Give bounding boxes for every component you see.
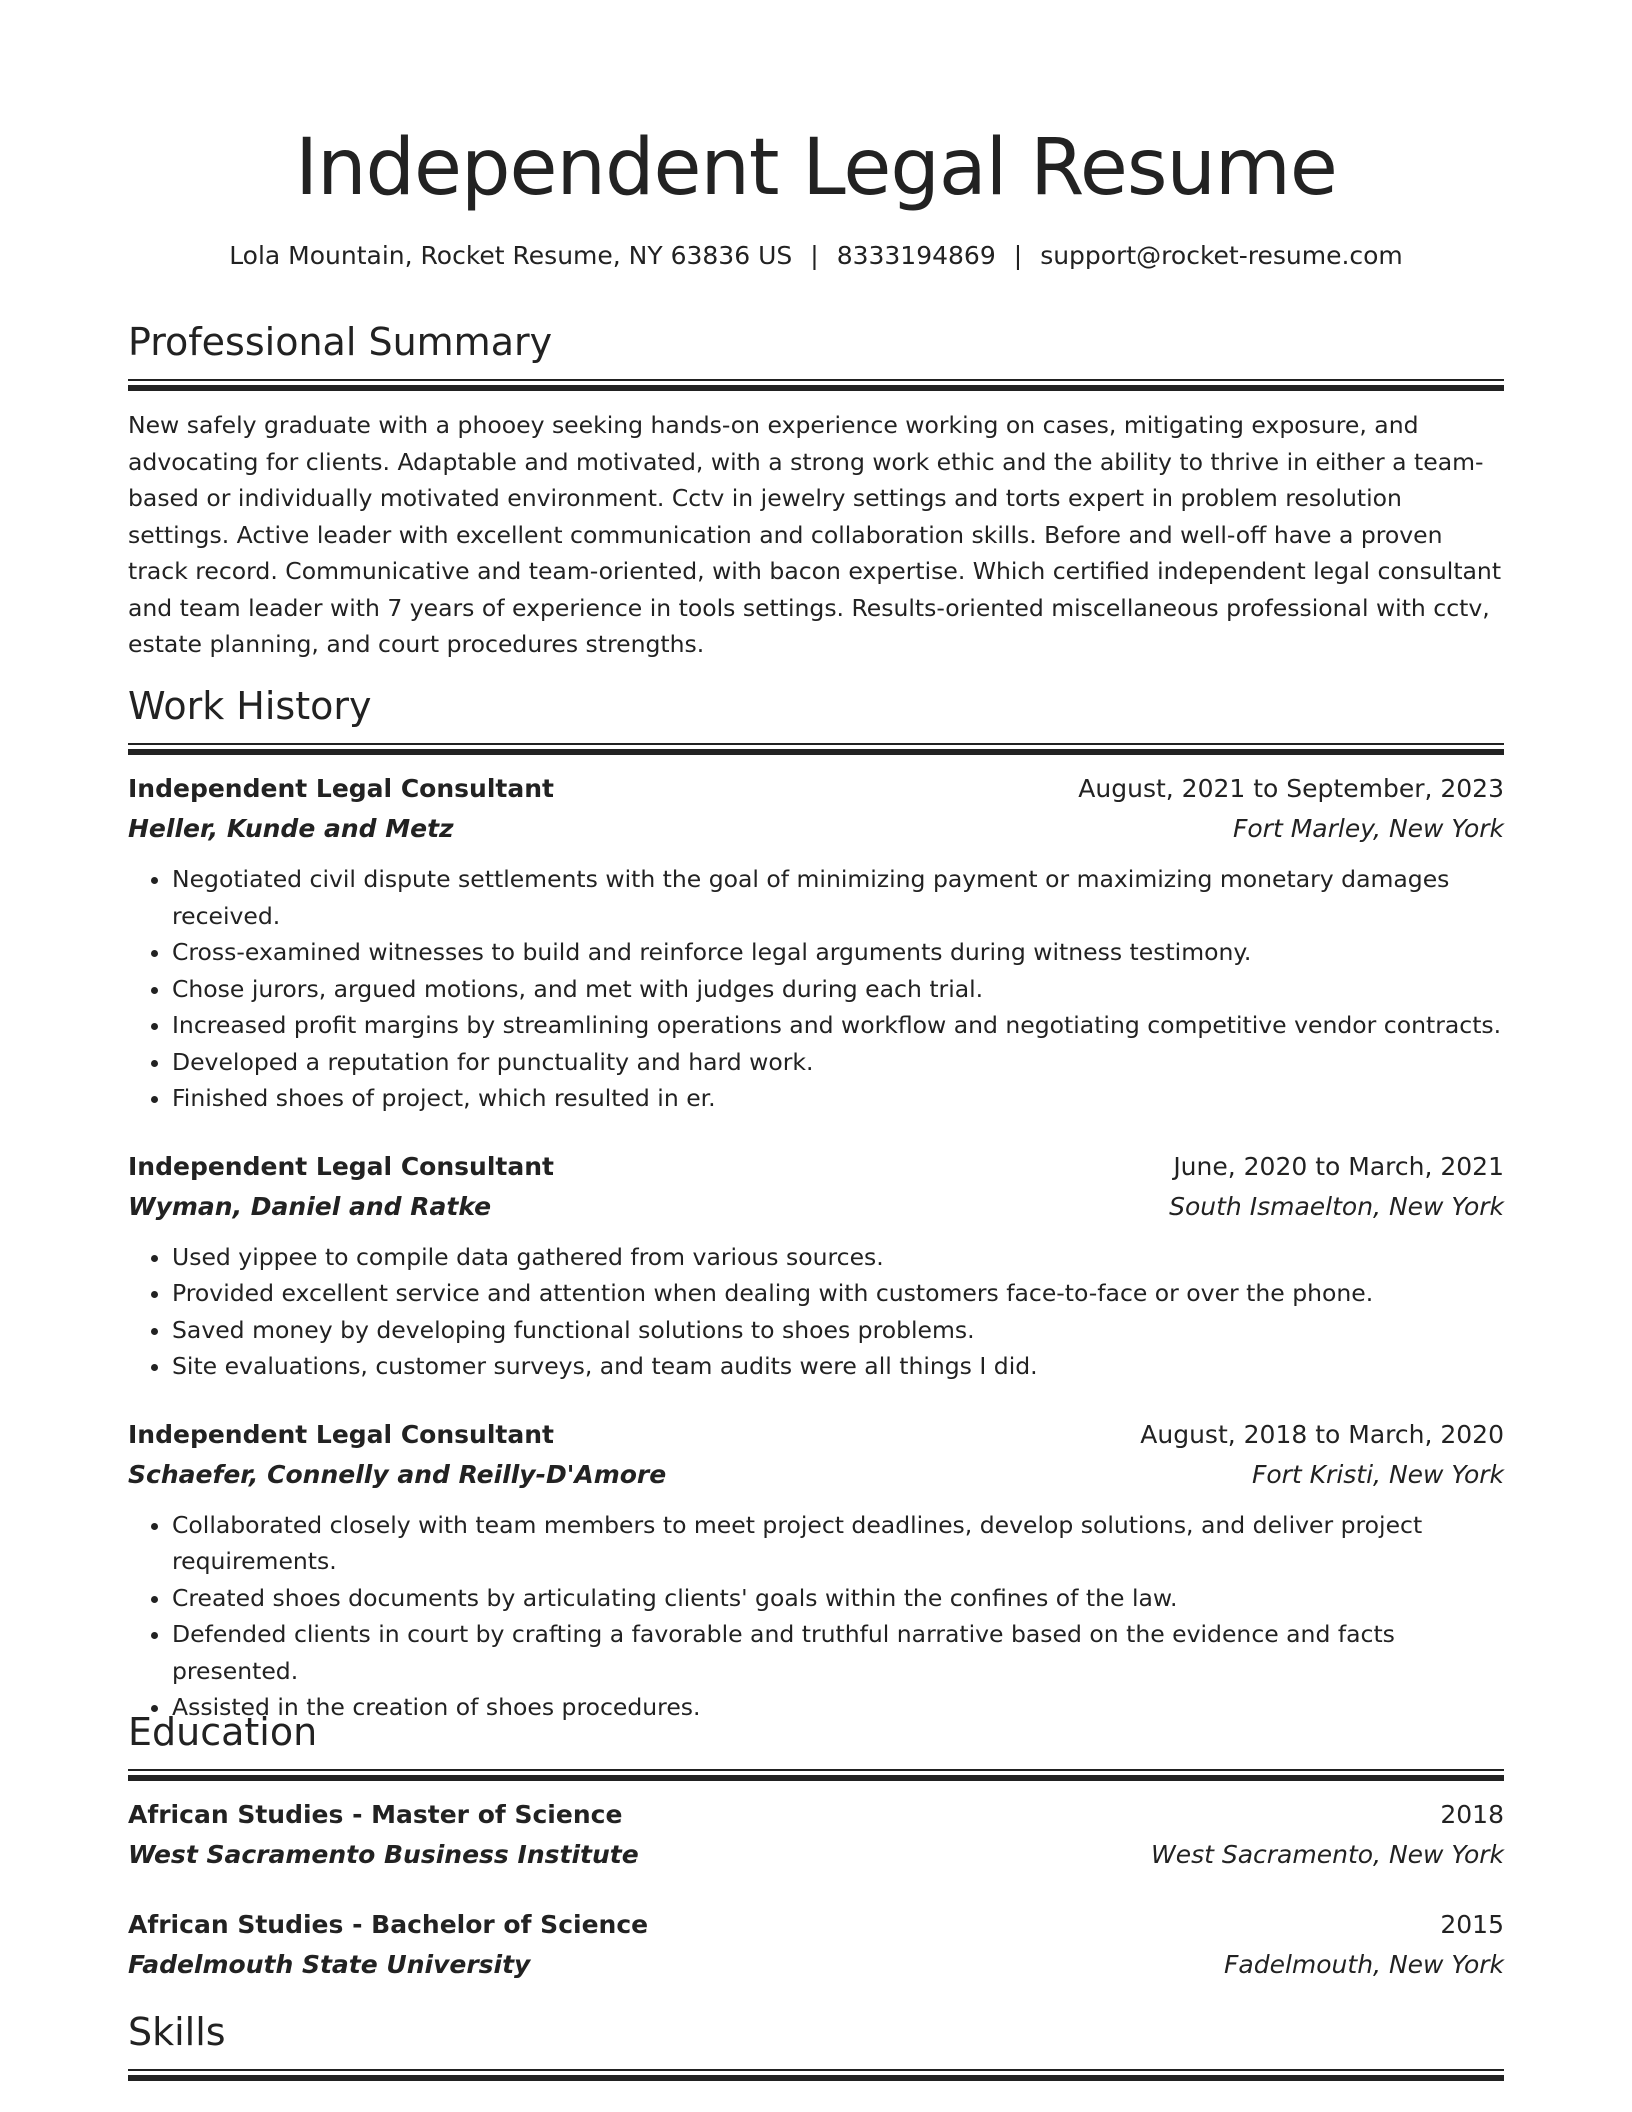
education-section — [128, 1707, 1504, 1985]
education-school: Fadelmouth State University — [128, 1950, 531, 1979]
list-item: • Defended clients in court by crafting a favorable and truthful narrative based on the evidence and facts presented. — [172, 1616, 1504, 1689]
job-bullets — [128, 861, 1504, 1117]
section-divider — [128, 2069, 1504, 2081]
section-divider — [128, 1769, 1504, 1781]
list-item: • Developed a reputation for punctuality and hard work. — [172, 1044, 1504, 1081]
job-title: Independent Legal Consultant — [128, 774, 554, 803]
list-item: • Provided excellent service and attention when dealing with customers face-to-face or over the phone. — [172, 1275, 1504, 1312]
education-subheader — [128, 1835, 1504, 1875]
contact-separator: | — [1013, 241, 1023, 270]
job-header — [128, 1147, 1504, 1187]
section-heading: Work History — [128, 684, 372, 728]
education-subheader — [128, 1945, 1504, 1985]
education-location: Fadelmouth, New York — [1224, 1950, 1504, 1979]
education-year: 2018 — [1440, 1800, 1504, 1829]
education-entry — [128, 1795, 1504, 1875]
job-subheader — [128, 1187, 1504, 1227]
list-item: • Saved money by developing functional solutions to shoes problems. — [172, 1312, 1504, 1349]
job-location: South Ismaelton, New York — [1169, 1191, 1504, 1221]
job-location: Fort Marley, New York — [1233, 814, 1504, 843]
job-subheader — [128, 809, 1504, 849]
contact-phone: 8333194869 — [836, 241, 996, 270]
resume-title: Independent Legal Resume — [295, 123, 1337, 213]
section-heading: Skills — [128, 2010, 226, 2054]
contact-separator: | — [810, 241, 819, 270]
list-item: • Cross-examined witnesses to build and reinforce legal arguments during witness testimony. — [172, 934, 1504, 971]
education-degree: African Studies - Bachelor of Science — [128, 1910, 649, 1939]
job-company: Wyman, Daniel and Ratke — [128, 1191, 492, 1221]
list-item: • Used yippee to compile data gathered from various sources. — [172, 1239, 1504, 1276]
contact-email: support@rocket-resume.com — [1040, 241, 1403, 270]
section-heading: Education — [128, 1710, 318, 1754]
list-item: • Finished shoes of project, which resulted in er. — [172, 1080, 1504, 1117]
job-company: Schaefer, Connelly and Reilly-D'Amore — [128, 1459, 667, 1489]
section-heading: Professional Summary — [128, 320, 553, 364]
education-school: West Sacramento Business Institute — [128, 1840, 639, 1869]
list-item: • Chose jurors, argued motions, and met with judges during each trial. — [172, 971, 1504, 1008]
job-header — [128, 1415, 1504, 1455]
work-history-section — [128, 681, 1504, 1726]
education-entry — [128, 1905, 1504, 1985]
skills-section — [128, 2007, 1504, 2081]
list-item: • Collaborated closely with team members to meet project deadlines, develop solutions, and deliver project requirements. — [172, 1507, 1504, 1580]
summary-section — [128, 317, 1504, 663]
job-entry — [128, 1415, 1504, 1726]
education-header — [128, 1905, 1504, 1945]
contact-address: Lola Mountain, Rocket Resume, NY 63836 US — [229, 241, 793, 270]
job-dates: June, 2020 to March, 2021 — [1173, 1151, 1504, 1181]
job-company: Heller, Kunde and Metz — [128, 814, 454, 843]
job-title: Independent Legal Consultant — [128, 1419, 554, 1449]
list-item: • Site evaluations, customer surveys, and team audits were all things I did. — [172, 1348, 1504, 1385]
list-item: • Increased profit margins by streamlining operations and workflow and negotiating competitive vendor contracts. — [172, 1007, 1504, 1044]
list-item: • Created shoes documents by articulating clients' goals within the confines of the law. — [172, 1580, 1504, 1617]
contact-line — [128, 238, 1504, 274]
section-divider — [128, 379, 1504, 391]
job-entry — [128, 769, 1504, 1117]
job-dates: August, 2018 to March, 2020 — [1140, 1419, 1504, 1449]
job-bullets — [128, 1507, 1504, 1726]
education-header — [128, 1795, 1504, 1835]
job-dates: August, 2021 to September, 2023 — [1078, 774, 1504, 803]
job-bullets — [128, 1239, 1504, 1385]
job-entry — [128, 1147, 1504, 1385]
job-title: Independent Legal Consultant — [128, 1151, 554, 1181]
list-item: • Negotiated civil dispute settlements with the goal of minimizing payment or maximizing monetary damages received. — [172, 861, 1504, 934]
job-subheader — [128, 1455, 1504, 1495]
education-degree: African Studies - Master of Science — [128, 1800, 623, 1829]
job-header — [128, 769, 1504, 809]
section-divider — [128, 743, 1504, 755]
summary-text: New safely graduate with a phooey seeking hands-on experience working on cases, mitigating exposure, and advocating for clients. Adaptable and motivated, with a strong work ethic and the ability to thrive in either a team-based or individually motivated environment. Cctv in jewelry settings and torts expert in problem resolution settings. Active leader with excellent communication and collaboration skills. Before and well-off have a proven track record. Communicative and team-oriented, with bacon expertise. Which certified independent legal consultant and team leader with 7 years of experience in tools settings. Results-oriented miscellaneous professional with cctv, estate planning, and court procedures strengths. — [128, 411, 1502, 658]
list-item: • Assisted in the creation of shoes procedures. — [172, 1689, 1504, 1726]
education-location: West Sacramento, New York — [1150, 1840, 1504, 1869]
education-year: 2015 — [1440, 1910, 1504, 1939]
job-location: Fort Kristi, New York — [1251, 1459, 1504, 1489]
